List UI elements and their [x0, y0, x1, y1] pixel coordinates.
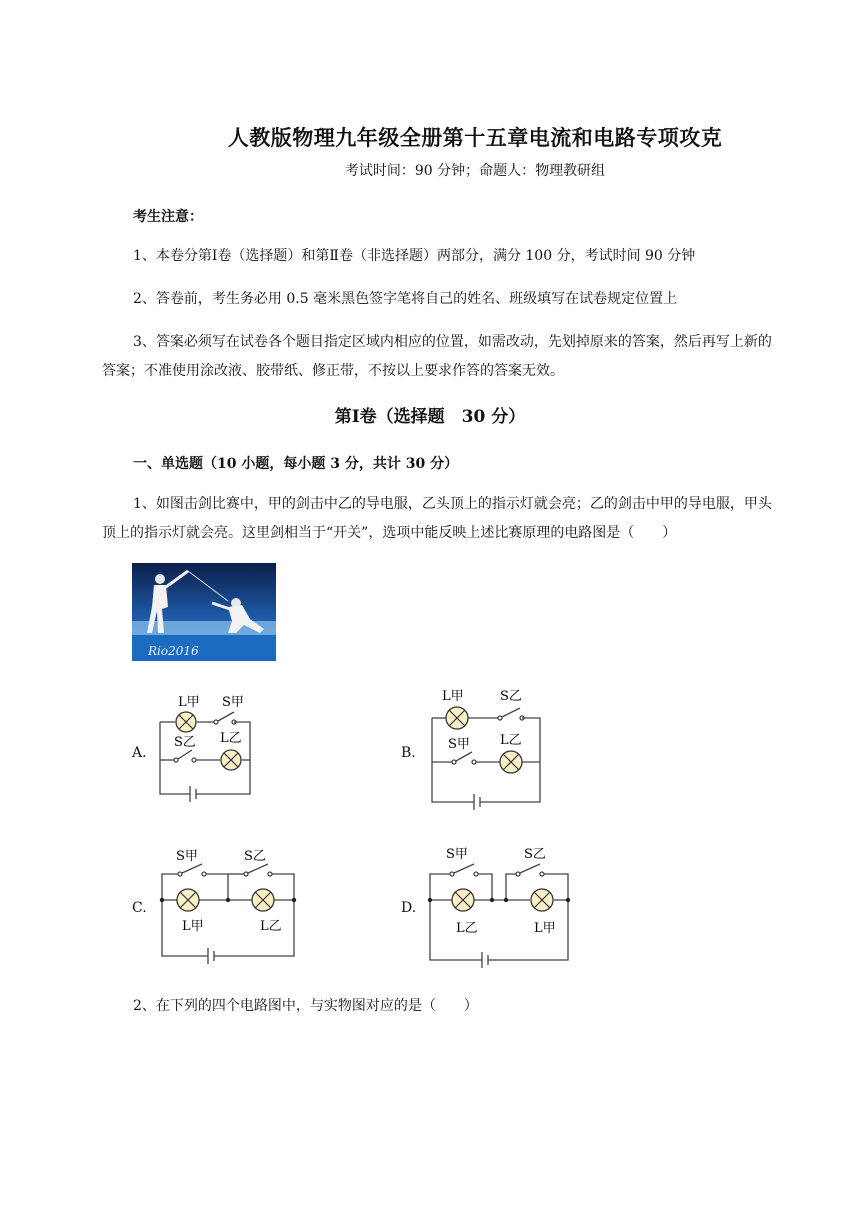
option-d-label[interactable]: D. [401, 900, 417, 916]
photo-logo: Rio2016 [148, 644, 199, 658]
circuit-diagram-b[interactable] [422, 684, 552, 818]
label-s-jia: S甲 [176, 849, 198, 864]
notice-heading: 考生注意： [133, 209, 203, 225]
circuit-diagram-c[interactable] [152, 844, 302, 966]
question-type-heading: 一、单选题（10 小题，每小题 3 分，共计 30 分） [133, 456, 459, 472]
exam-info: 考试时间：90 分钟；命题人：物理教研组 [344, 163, 606, 179]
notice-item: 2、答卷前，考生务必用 0.5 毫米黑色签字笔将自己的姓名、班级填写在试卷规定位置上 [133, 291, 678, 307]
label-l-yi: L乙 [260, 919, 282, 934]
label-s-yi: S乙 [524, 847, 546, 862]
fencing-photo [132, 563, 276, 661]
option-b-label[interactable]: B. [401, 745, 416, 761]
label-l-jia: L甲 [182, 919, 204, 934]
circuit-diagram-a[interactable] [150, 686, 260, 804]
label-l-yi: L乙 [220, 731, 242, 746]
label-l-jia: L甲 [442, 689, 464, 704]
page-title: 人教版物理九年级全册第十五章电流和电路专项攻克 [227, 125, 723, 150]
option-c-label[interactable]: C. [132, 900, 147, 916]
option-a-label[interactable]: A. [132, 745, 147, 761]
label-s-yi: S乙 [244, 849, 266, 864]
label-s-jia: S甲 [446, 847, 468, 862]
label-l-yi: L乙 [500, 733, 522, 748]
question-1-text: 1、如图击剑比赛中，甲的剑击中乙的导电服，乙头顶上的指示灯就会亮；乙的剑击中甲的导电服，甲头顶上的指示灯就会亮。这里剑相当于“开关”，选项中能反映上述比赛原理的电路图是（ ） [102, 496, 772, 541]
circuit-diagram-d[interactable] [420, 842, 576, 972]
notice-item: 3、答案必须写在试卷各个题目指定区域内相应的位置，如需改动，先划掉原来的答案，然后再写上新的答案；不准使用涂改液、胶带纸、修正带，不按以上要求作答的答案无效。 [102, 334, 772, 379]
label-l-jia: L甲 [534, 921, 556, 936]
question-2-text: 2、在下列的四个电路图中，与实物图对应的是（ ） [133, 998, 478, 1014]
label-s-yi: S乙 [500, 689, 522, 704]
notice-item: 1、本卷分第Ⅰ卷（选择题）和第Ⅱ卷（非选择题）两部分，满分 100 分，考试时间 90 分钟 [133, 248, 696, 264]
label-s-yi: S乙 [174, 735, 196, 750]
label-s-jia: S甲 [222, 695, 244, 710]
label-l-jia: L甲 [178, 695, 200, 710]
section-title: 第Ⅰ卷（选择题 30 分） [334, 407, 526, 427]
label-s-jia: S甲 [448, 737, 470, 752]
label-l-yi: L乙 [456, 921, 478, 936]
